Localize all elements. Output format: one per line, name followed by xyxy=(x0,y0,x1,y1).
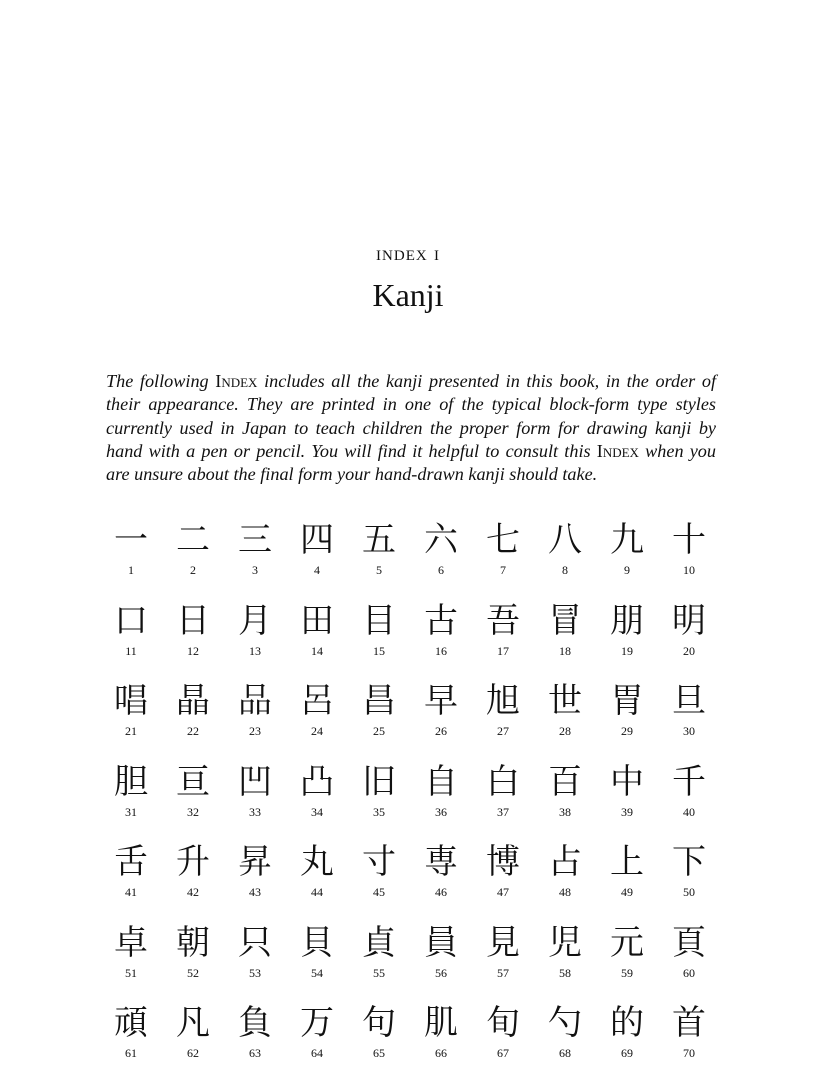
kanji-character: 元 xyxy=(610,922,644,963)
kanji-entry xyxy=(286,840,348,921)
kanji-number: 12 xyxy=(187,643,199,658)
kanji-character: 五 xyxy=(362,520,396,560)
kanji-entry xyxy=(534,760,596,841)
kanji-number: 1 xyxy=(128,563,134,577)
kanji-number: 31 xyxy=(125,804,137,819)
kanji-character: 呂 xyxy=(300,681,334,721)
kanji-entry xyxy=(472,921,534,1002)
kanji-character: 日 xyxy=(176,600,210,641)
kanji-entry xyxy=(224,1001,286,1082)
kanji-number: 57 xyxy=(497,965,509,980)
kanji-character: 八 xyxy=(548,520,582,560)
kanji-entry xyxy=(162,840,224,921)
kanji-character: 朝 xyxy=(176,922,210,963)
kanji-character: 寸 xyxy=(362,842,396,882)
kanji-number: 47 xyxy=(497,885,509,899)
kanji-character: 胆 xyxy=(114,761,148,802)
kanji-entry xyxy=(348,518,410,599)
kanji-character: 百 xyxy=(548,761,582,802)
kanji-character: 貝 xyxy=(300,922,334,963)
kanji-number: 14 xyxy=(311,643,323,658)
kanji-number: 68 xyxy=(559,1046,571,1060)
kanji-character: 唱 xyxy=(114,681,148,721)
kanji-number: 28 xyxy=(559,724,571,738)
kanji-entry xyxy=(100,921,162,1002)
kanji-row xyxy=(100,840,720,921)
kanji-character: 句 xyxy=(362,1003,396,1043)
kanji-entry xyxy=(658,518,720,599)
kanji-character: 下 xyxy=(672,842,706,882)
kanji-character: 早 xyxy=(424,681,458,721)
kanji-number: 65 xyxy=(373,1046,385,1060)
kanji-entry xyxy=(100,599,162,680)
kanji-character: 冒 xyxy=(548,600,582,641)
kanji-entry xyxy=(596,921,658,1002)
intro-text-1: The following xyxy=(106,371,216,392)
kanji-number: 10 xyxy=(683,563,695,577)
kanji-character: 明 xyxy=(672,600,706,641)
kanji-character: 頑 xyxy=(114,1003,148,1043)
kanji-entry xyxy=(100,840,162,921)
index-label: index i xyxy=(376,241,440,265)
kanji-entry xyxy=(658,840,720,921)
kanji-character: 亘 xyxy=(176,761,210,802)
kanji-character: 升 xyxy=(176,842,210,882)
kanji-entry xyxy=(596,840,658,921)
kanji-character: 品 xyxy=(238,681,272,721)
kanji-character: 勺 xyxy=(548,1003,582,1043)
kanji-number: 18 xyxy=(559,643,571,658)
kanji-character: 口 xyxy=(114,600,148,641)
kanji-number: 59 xyxy=(621,965,633,980)
kanji-number: 60 xyxy=(683,965,695,980)
kanji-number: 22 xyxy=(187,724,199,738)
kanji-number: 26 xyxy=(435,724,447,738)
kanji-number: 32 xyxy=(187,804,199,819)
kanji-entry xyxy=(286,1001,348,1082)
kanji-number: 7 xyxy=(500,563,506,577)
kanji-number: 35 xyxy=(373,804,385,819)
kanji-number: 3 xyxy=(252,563,258,577)
kanji-character: 二 xyxy=(176,520,210,560)
kanji-character: 占 xyxy=(548,842,582,882)
kanji-number: 4 xyxy=(314,563,320,577)
kanji-entry xyxy=(410,840,472,921)
kanji-character: 世 xyxy=(548,681,582,721)
kanji-number: 46 xyxy=(435,885,447,899)
kanji-entry xyxy=(162,599,224,680)
kanji-character: 九 xyxy=(610,520,644,560)
kanji-entry xyxy=(658,760,720,841)
kanji-entry xyxy=(162,921,224,1002)
kanji-character: 一 xyxy=(114,520,148,560)
kanji-entry xyxy=(162,518,224,599)
kanji-character: 昇 xyxy=(238,842,272,882)
kanji-entry xyxy=(658,679,720,760)
kanji-entry xyxy=(286,921,348,1002)
intro-paragraph xyxy=(106,370,716,486)
kanji-number: 48 xyxy=(559,885,571,899)
kanji-entry xyxy=(534,921,596,1002)
index-word-1: Index xyxy=(215,371,258,392)
kanji-character: 旬 xyxy=(486,1003,520,1043)
kanji-entry xyxy=(286,760,348,841)
kanji-number: 62 xyxy=(187,1046,199,1060)
kanji-character: 舌 xyxy=(114,842,148,882)
kanji-character: 古 xyxy=(424,600,458,641)
kanji-character: 頁 xyxy=(672,922,706,963)
kanji-entry xyxy=(472,760,534,841)
kanji-number: 64 xyxy=(311,1046,323,1060)
kanji-number: 23 xyxy=(249,724,261,738)
kanji-number: 40 xyxy=(683,804,695,819)
kanji-entry xyxy=(286,679,348,760)
intro-text-3: when you are unsure about the final form your hand-drawn kanji should take. xyxy=(106,440,716,484)
kanji-character: 員 xyxy=(424,922,458,963)
kanji-entry xyxy=(348,840,410,921)
kanji-number: 29 xyxy=(621,724,633,738)
kanji-number: 52 xyxy=(187,965,199,980)
kanji-entry xyxy=(348,1001,410,1082)
kanji-number: 9 xyxy=(624,563,630,577)
kanji-entry xyxy=(534,679,596,760)
kanji-character: 七 xyxy=(486,520,520,560)
kanji-character: 田 xyxy=(300,600,334,641)
kanji-character: 上 xyxy=(610,842,644,882)
kanji-number: 44 xyxy=(311,885,323,899)
kanji-number: 56 xyxy=(435,965,447,980)
kanji-grid xyxy=(100,518,720,1082)
kanji-entry xyxy=(100,1001,162,1082)
kanji-entry xyxy=(658,599,720,680)
kanji-entry xyxy=(534,599,596,680)
kanji-number: 6 xyxy=(438,563,444,577)
kanji-entry xyxy=(534,840,596,921)
kanji-character: 吾 xyxy=(486,600,520,641)
kanji-entry xyxy=(100,518,162,599)
kanji-character: 首 xyxy=(672,1003,706,1043)
kanji-character: 十 xyxy=(672,520,706,560)
kanji-entry xyxy=(410,518,472,599)
kanji-character: 只 xyxy=(238,922,272,963)
kanji-entry xyxy=(534,1001,596,1082)
kanji-entry xyxy=(162,679,224,760)
kanji-character: 白 xyxy=(486,761,520,802)
kanji-number: 58 xyxy=(559,965,571,980)
kanji-number: 69 xyxy=(621,1046,633,1060)
kanji-row xyxy=(100,518,720,599)
kanji-row xyxy=(100,1001,720,1082)
kanji-character: 卓 xyxy=(114,922,148,963)
kanji-number: 45 xyxy=(373,885,385,899)
kanji-character: 的 xyxy=(610,1003,644,1043)
kanji-entry xyxy=(596,518,658,599)
kanji-entry xyxy=(224,518,286,599)
kanji-entry xyxy=(348,760,410,841)
kanji-character: 旦 xyxy=(672,681,706,721)
kanji-entry xyxy=(224,679,286,760)
kanji-entry xyxy=(534,518,596,599)
kanji-entry xyxy=(410,760,472,841)
kanji-number: 30 xyxy=(683,724,695,738)
kanji-number: 43 xyxy=(249,885,261,899)
kanji-entry xyxy=(596,679,658,760)
kanji-entry xyxy=(472,679,534,760)
kanji-number: 63 xyxy=(249,1046,261,1060)
kanji-number: 36 xyxy=(435,804,447,819)
kanji-entry xyxy=(348,599,410,680)
kanji-number: 33 xyxy=(249,804,261,819)
kanji-number: 55 xyxy=(373,965,385,980)
kanji-character: 中 xyxy=(610,761,644,802)
kanji-entry xyxy=(410,599,472,680)
kanji-character: 専 xyxy=(424,842,458,882)
kanji-entry xyxy=(286,518,348,599)
kanji-character: 目 xyxy=(362,600,396,641)
kanji-entry xyxy=(224,840,286,921)
kanji-entry xyxy=(658,921,720,1002)
kanji-character: 月 xyxy=(238,600,272,641)
kanji-entry xyxy=(286,599,348,680)
kanji-number: 53 xyxy=(249,965,261,980)
kanji-entry xyxy=(224,921,286,1002)
kanji-number: 21 xyxy=(125,724,137,738)
kanji-number: 51 xyxy=(125,965,137,980)
kanji-entry xyxy=(100,679,162,760)
kanji-entry xyxy=(472,1001,534,1082)
kanji-entry xyxy=(224,599,286,680)
kanji-character: 自 xyxy=(424,761,458,802)
kanji-number: 27 xyxy=(497,724,509,738)
kanji-entry xyxy=(162,1001,224,1082)
kanji-character: 千 xyxy=(672,761,706,802)
kanji-number: 20 xyxy=(683,643,695,658)
kanji-entry xyxy=(348,921,410,1002)
kanji-character: 肌 xyxy=(424,1003,458,1043)
kanji-row xyxy=(100,921,720,1002)
kanji-character: 貞 xyxy=(362,922,396,963)
kanji-entry xyxy=(596,760,658,841)
kanji-number: 39 xyxy=(621,804,633,819)
kanji-character: 万 xyxy=(300,1003,334,1043)
kanji-number: 13 xyxy=(249,643,261,658)
kanji-number: 16 xyxy=(435,643,447,658)
kanji-character: 見 xyxy=(486,922,520,963)
kanji-character: 四 xyxy=(300,520,334,560)
kanji-number: 25 xyxy=(373,724,385,738)
kanji-entry xyxy=(658,1001,720,1082)
kanji-entry xyxy=(596,599,658,680)
kanji-number: 34 xyxy=(311,804,323,819)
kanji-character: 凸 xyxy=(300,761,334,802)
kanji-number: 11 xyxy=(125,643,137,658)
kanji-entry xyxy=(224,760,286,841)
kanji-row xyxy=(100,760,720,841)
kanji-character: 負 xyxy=(238,1003,272,1043)
kanji-number: 54 xyxy=(311,965,323,980)
kanji-character: 晶 xyxy=(176,681,210,721)
kanji-character: 旭 xyxy=(486,681,520,721)
kanji-number: 17 xyxy=(497,643,509,658)
kanji-row xyxy=(100,599,720,680)
kanji-character: 丸 xyxy=(300,842,334,882)
kanji-number: 67 xyxy=(497,1046,509,1060)
kanji-character: 胃 xyxy=(610,681,644,721)
kanji-number: 61 xyxy=(125,1046,137,1060)
kanji-number: 5 xyxy=(376,563,382,577)
kanji-number: 50 xyxy=(683,885,695,899)
kanji-character: 昌 xyxy=(362,681,396,721)
kanji-entry xyxy=(348,679,410,760)
kanji-number: 37 xyxy=(497,804,509,819)
kanji-number: 70 xyxy=(683,1046,695,1060)
kanji-number: 41 xyxy=(125,885,137,899)
kanji-character: 六 xyxy=(424,520,458,560)
kanji-character: 児 xyxy=(548,922,582,963)
kanji-entry xyxy=(472,840,534,921)
kanji-number: 49 xyxy=(621,885,633,899)
kanji-number: 38 xyxy=(559,804,571,819)
index-word-2: Index xyxy=(596,440,639,461)
kanji-number: 66 xyxy=(435,1046,447,1060)
kanji-character: 朋 xyxy=(610,600,644,641)
kanji-entry xyxy=(410,921,472,1002)
kanji-number: 19 xyxy=(621,643,633,658)
intro-text-2: includes all the kanji presented in this book, in the order of their appearance. They are printed in one of the typical block-form type styles currently used in Japan to teach children the proper form for drawing kanji by hand with a pen or pencil. You will find it helpful to consult this xyxy=(106,371,716,461)
kanji-character: 凡 xyxy=(176,1003,210,1043)
kanji-character: 三 xyxy=(238,520,272,560)
kanji-character: 博 xyxy=(486,842,520,882)
kanji-entry xyxy=(100,760,162,841)
kanji-entry xyxy=(410,1001,472,1082)
kanji-row xyxy=(100,679,720,760)
kanji-number: 8 xyxy=(562,563,568,577)
kanji-entry xyxy=(472,599,534,680)
kanji-entry xyxy=(162,760,224,841)
kanji-number: 2 xyxy=(190,563,196,577)
kanji-number: 42 xyxy=(187,885,199,899)
kanji-entry xyxy=(596,1001,658,1082)
kanji-character: 凹 xyxy=(238,761,272,802)
page-title: Kanji xyxy=(372,277,444,313)
kanji-entry xyxy=(472,518,534,599)
kanji-number: 24 xyxy=(311,724,323,738)
kanji-number: 15 xyxy=(373,643,385,658)
kanji-character: 旧 xyxy=(362,761,396,802)
kanji-entry xyxy=(410,679,472,760)
